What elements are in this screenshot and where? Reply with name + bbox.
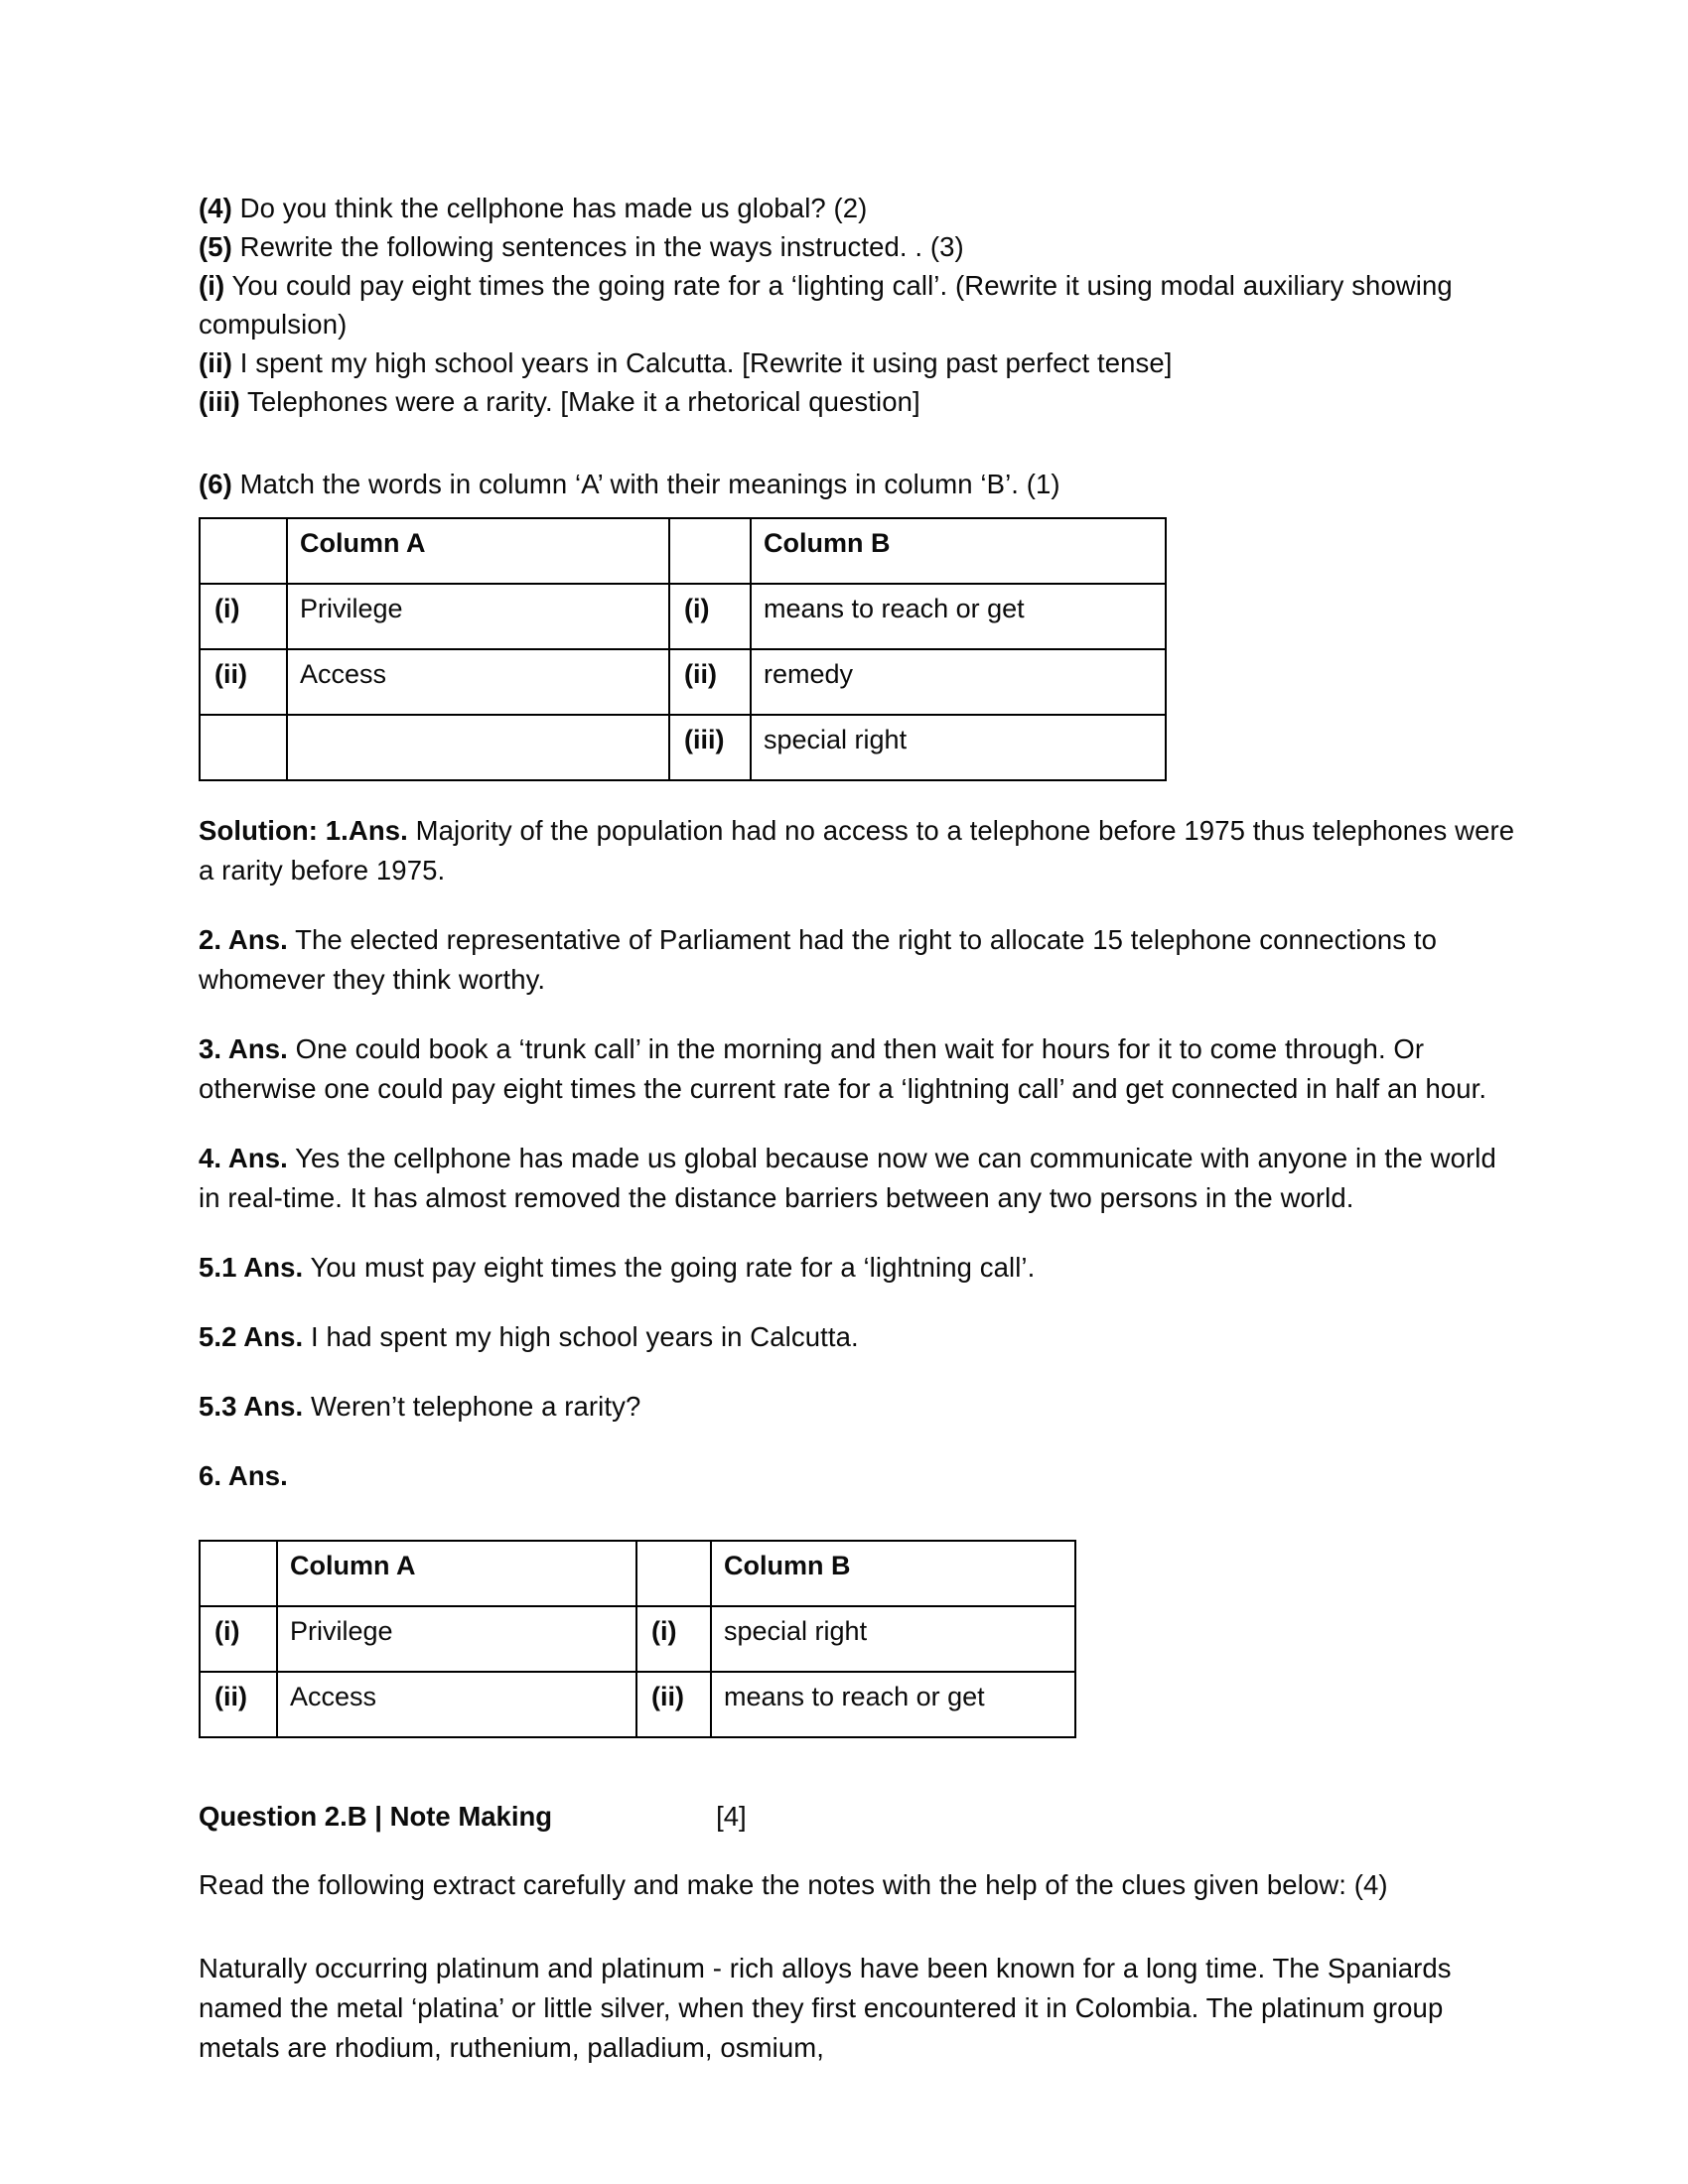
spacer (199, 1905, 1519, 1949)
row-number-b: (i) (669, 584, 751, 649)
row-number-b: (ii) (636, 1672, 711, 1737)
header-column-a: Column A (287, 518, 669, 584)
answer-item (199, 1029, 1519, 1109)
answer-item (199, 920, 1519, 1000)
spacer (199, 1000, 1519, 1029)
answer-label: Solution: 1.Ans. (199, 815, 408, 846)
cell-column-b: special right (711, 1606, 1075, 1672)
table-row (200, 649, 1166, 715)
row-number-a: (i) (200, 1606, 277, 1672)
table-header-row (200, 518, 1166, 584)
match-table-answer (199, 1540, 1076, 1738)
header-spacer-cell (669, 518, 751, 584)
answer-label: 5.3 Ans. (199, 1391, 304, 1422)
answer-label: 3. Ans. (199, 1033, 288, 1064)
question-item (199, 343, 1519, 382)
question-item (199, 266, 1519, 343)
answer-text: Majority of the population had no access to a telephone before 1975 thus telephones were a rarity before 1975. (199, 815, 1515, 886)
cell-column-b: means to reach or get (751, 584, 1166, 649)
row-number-a: (i) (200, 584, 287, 649)
row-number-a: (ii) (200, 649, 287, 715)
section-extract: Naturally occurring platinum and platinum - rich alloys have been known for a long time. The Spaniards named the metal ‘platina’ or little silver, when they first encountered it in Colombia. The platinum group metals are rhodium, ruthenium, palladium, osmium, (199, 1953, 1452, 2063)
answer-label: 5.2 Ans. (199, 1321, 304, 1352)
cell-column-a: Privilege (277, 1606, 636, 1672)
header-spacer-cell (636, 1541, 711, 1606)
header-column-b: Column B (711, 1541, 1075, 1606)
section-marks: [4] (716, 1801, 747, 1832)
answer-text: The elected representative of Parliament had the right to allocate 15 telephone connections to whomever they think worthy. (199, 924, 1437, 995)
answer-item (199, 1387, 1519, 1427)
table-row (200, 715, 1166, 780)
cell-column-a: Privilege (287, 584, 669, 649)
match-table-question (199, 517, 1167, 781)
answer-label: 2. Ans. (199, 924, 288, 955)
answer-text: Weren’t telephone a rarity? (303, 1391, 641, 1422)
question-text: Rewrite the following sentences in the ways instructed. . (3) (231, 231, 964, 262)
question-number: (i) (199, 270, 225, 301)
table-row (200, 584, 1166, 649)
row-number-b: (i) (636, 1606, 711, 1672)
answer-list (199, 811, 1519, 1496)
spacer (199, 503, 1519, 517)
answer-item (199, 1248, 1519, 1288)
answer-text: I had spent my high school years in Calcutta. (303, 1321, 859, 1352)
section-heading-2b (199, 1798, 1519, 1836)
header-column-b: Column B (751, 518, 1166, 584)
spacer (199, 1218, 1519, 1248)
spacer (199, 1836, 1519, 1865)
answer-item (199, 1456, 1519, 1496)
question-number: (5) (199, 231, 232, 262)
spacer (199, 1288, 1519, 1317)
spacer (199, 1496, 1519, 1540)
question-number: (ii) (199, 347, 232, 378)
answer-label: 4. Ans. (199, 1143, 288, 1173)
match-prompt-number: (6) (199, 469, 232, 499)
question-number: (iii) (199, 386, 240, 417)
answer-item (199, 811, 1519, 890)
table-row (200, 1606, 1075, 1672)
table-header-row (200, 1541, 1075, 1606)
question-item (199, 189, 1519, 227)
header-column-a: Column A (277, 1541, 636, 1606)
spacer (199, 1357, 1519, 1387)
row-number-a (200, 715, 287, 780)
question-text: Do you think the cellphone has made us global? (2) (231, 193, 868, 223)
cell-column-b: special right (751, 715, 1166, 780)
document-body (199, 189, 1519, 2068)
spacer (199, 781, 1519, 811)
answer-label: 6. Ans. (199, 1460, 288, 1491)
spacer (199, 1427, 1519, 1456)
answer-label: 5.1 Ans. (199, 1252, 304, 1283)
row-number-b: (iii) (669, 715, 751, 780)
cell-column-b: means to reach or get (711, 1672, 1075, 1737)
question-item (199, 382, 1519, 421)
question-item (199, 227, 1519, 266)
spacer (199, 1738, 1519, 1798)
match-prompt-text: Match the words in column ‘A’ with their meanings in column ‘B’. (1) (231, 469, 1060, 499)
cell-column-a: Access (277, 1672, 636, 1737)
question-text: You could pay eight times the going rate for a ‘lighting call’. (Rewrite it using modal auxiliary showing compulsion) (199, 270, 1453, 340)
question-text: Telephones were a rarity. [Make it a rhetorical question] (239, 386, 920, 417)
question-text: I spent my high school years in Calcutta. [Rewrite it using past perfect tense] (232, 347, 1173, 378)
section-instruction: Read the following extract carefully and make the notes with the help of the clues given below: (4) (199, 1869, 1388, 1900)
spacer (199, 1109, 1519, 1139)
header-spacer-cell (200, 1541, 277, 1606)
cell-column-a: Access (287, 649, 669, 715)
row-number-b: (ii) (669, 649, 751, 715)
row-number-a: (ii) (200, 1672, 277, 1737)
answer-text: Yes the cellphone has made us global because now we can communicate with anyone in the world in real-time. It has almost removed the distance barriers between any two persons in the world. (199, 1143, 1496, 1213)
spacer (199, 890, 1519, 920)
header-spacer-cell (200, 518, 287, 584)
answer-item (199, 1317, 1519, 1357)
match-prompt (199, 465, 1519, 503)
spacer (199, 421, 1519, 465)
answer-text: One could book a ‘trunk call’ in the morning and then wait for hours for it to come through. Or otherwise one could pay eight times the current rate for a ‘lightning call’ and get connected in half an hour. (199, 1033, 1487, 1104)
cell-column-b: remedy (751, 649, 1166, 715)
question-number: (4) (199, 193, 232, 223)
answer-item (199, 1139, 1519, 1218)
cell-column-a (287, 715, 669, 780)
answer-text: You must pay eight times the going rate for a ‘lightning call’. (303, 1252, 1036, 1283)
section-title: Question 2.B | Note Making (199, 1801, 553, 1832)
table-row (200, 1672, 1075, 1737)
question-list (199, 189, 1519, 421)
